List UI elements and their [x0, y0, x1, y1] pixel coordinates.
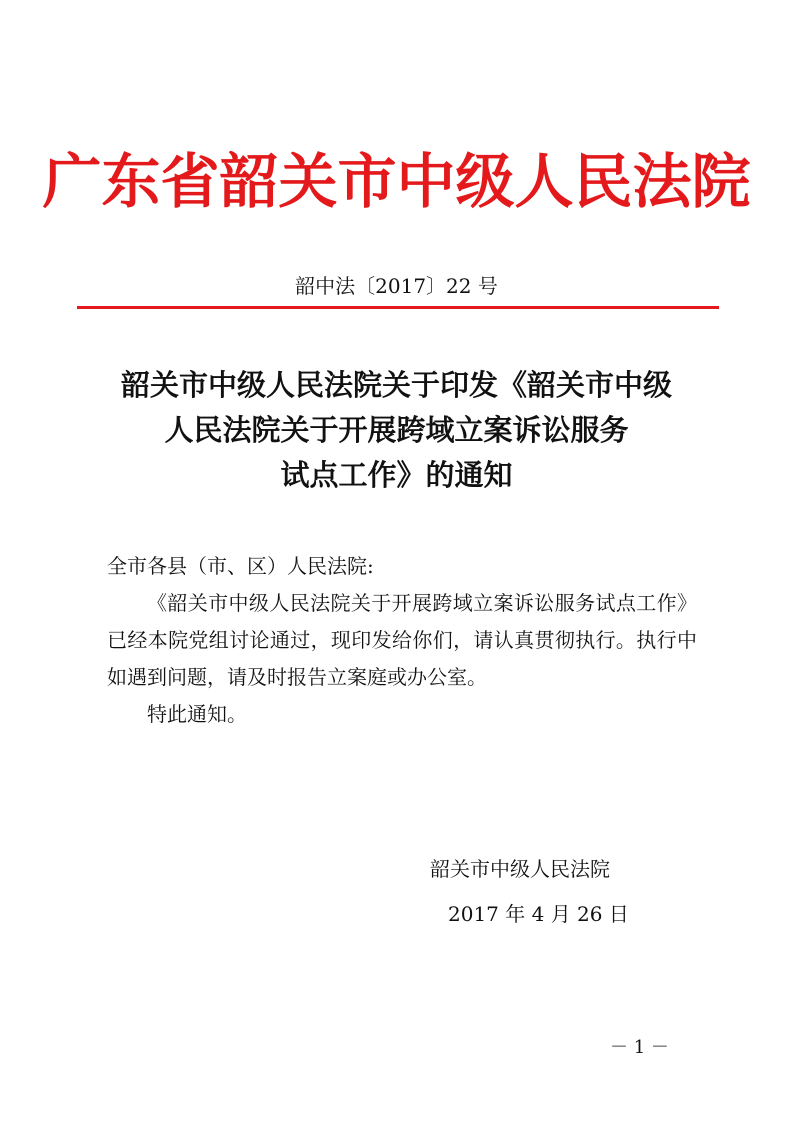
salutation: 全市各县（市、区）人民法院: [107, 554, 374, 578]
page-number: － 1 － [610, 1037, 669, 1058]
closing-line: 特此通知。 [147, 702, 247, 726]
body-paragraph: 《韶关市中级人民法院关于开展跨域立案诉讼服务试点工作》已经本院党组讨论通过，现印发给你们，请认真贯彻执行。执行中如遇到问题，请及时报告立案庭或办公室。 [107, 591, 697, 689]
document-body [107, 548, 697, 733]
signature-organization: 韶关市中级人民法院 [430, 857, 610, 881]
title-line-1: 韶关市中级人民法院关于印发《韶关市中级 [120, 368, 672, 402]
title-line-3: 试点工作》的通知 [280, 458, 513, 492]
issuing-authority-header: 广东省韶关市中级人民法院 [42, 147, 751, 216]
signature-date: 2017 年 4 月 26 日 [448, 902, 629, 926]
document-title [60, 363, 733, 498]
red-separator-line [77, 306, 719, 309]
document-number: 韶中法〔2017〕22 号 [295, 274, 498, 298]
title-line-2: 人民法院关于开展跨域立案诉讼服务 [164, 413, 629, 447]
